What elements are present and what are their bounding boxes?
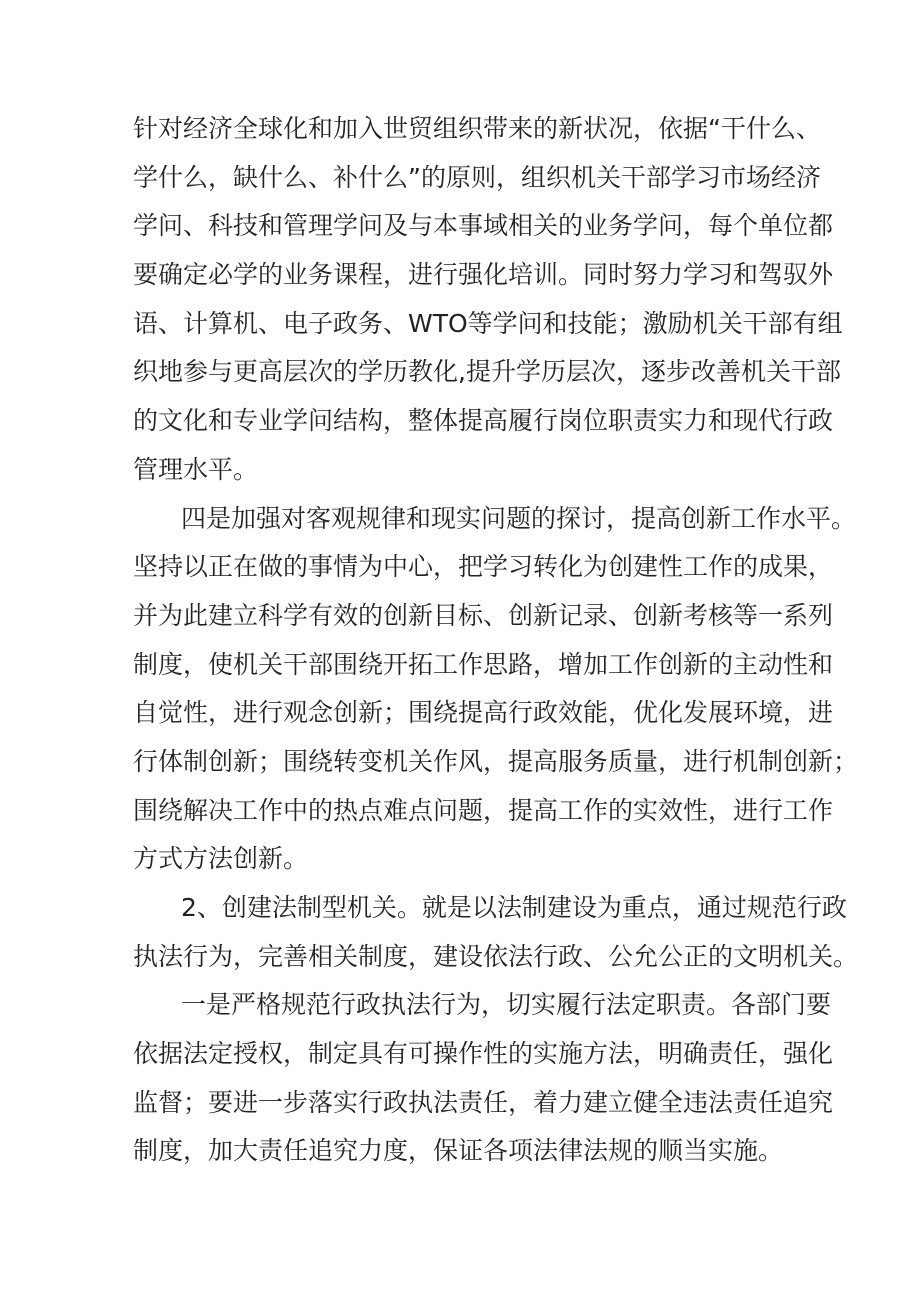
text-line: 的文化和专业学问结构，整体提高履行岗位职责实力和现代行政 <box>133 406 834 436</box>
paragraph-training <box>133 105 843 495</box>
text-line: 制度，加大责任追究力度，保证各项法律法规的顺当实施。 <box>133 1136 784 1166</box>
text-line: 学什么，缺什么、补什么”的原则，组织机关干部学习市场经济 <box>133 162 821 192</box>
text-line: 行体制创新；围绕转变机关作风，提高服务质量，进行机制创新； <box>133 746 859 776</box>
text-line: 依据法定授权，制定具有可操作性的实施方法，明确责任，强化 <box>133 1039 834 1069</box>
text-line: 语、计算机、电子政务、WTO等学问和技能；激励机关干部有组 <box>133 308 843 338</box>
text-line: 学问、科技和管理学问及与本事域相关的业务学问，每个单位都 <box>133 211 834 241</box>
text-line: 围绕解决工作中的热点难点问题，提高工作的实效性，进行工作 <box>133 795 834 825</box>
text-line: 并为此建立科学有效的创新目标、创新记录、创新考核等一系列 <box>133 600 834 630</box>
text-line: 一是严格规范行政执法行为，切实履行法定职责。各部门要 <box>181 990 832 1020</box>
text-line: 2、创建法制型机关。就是以法制建设为重点，通过规范行政 <box>181 893 847 922</box>
text-line: 监督；要进一步落实行政执法责任，着力建立健全违法责任追究 <box>133 1087 834 1117</box>
paragraph-rule-of-law <box>133 884 859 981</box>
text-line: 自觉性，进行观念创新；围绕提高行政效能，优化发展环境，进 <box>133 698 834 728</box>
paragraph-innovation <box>133 495 859 885</box>
text-line: 织地参与更高层次的学历教化,提升学历层次，逐步改善机关干部 <box>133 357 841 387</box>
text-line: 坚持以正在做的事情为中心，把学习转化为创建性工作的成果， <box>133 552 834 582</box>
paragraph-enforcement <box>133 981 834 1176</box>
text-line: 针对经济全球化和加入世贸组织带来的新状况，依据“干什么、 <box>133 114 821 143</box>
text-line: 要确定必学的业务课程，进行强化培训。同时努力学习和驾驭外 <box>133 260 834 290</box>
text-line: 管理水平。 <box>133 454 259 484</box>
text-line: 方式方法创新。 <box>133 844 309 874</box>
body-text <box>133 105 859 1176</box>
text-line: 四是加强对客观规律和现实问题的探讨，提高创新工作水平。 <box>181 503 857 533</box>
text-line: 制度，使机关干部围绕开拓工作思路，增加工作创新的主动性和 <box>133 649 834 679</box>
text-line: 执法行为，完善相关制度，建设依法行政、公允公正的文明机关。 <box>133 941 859 971</box>
